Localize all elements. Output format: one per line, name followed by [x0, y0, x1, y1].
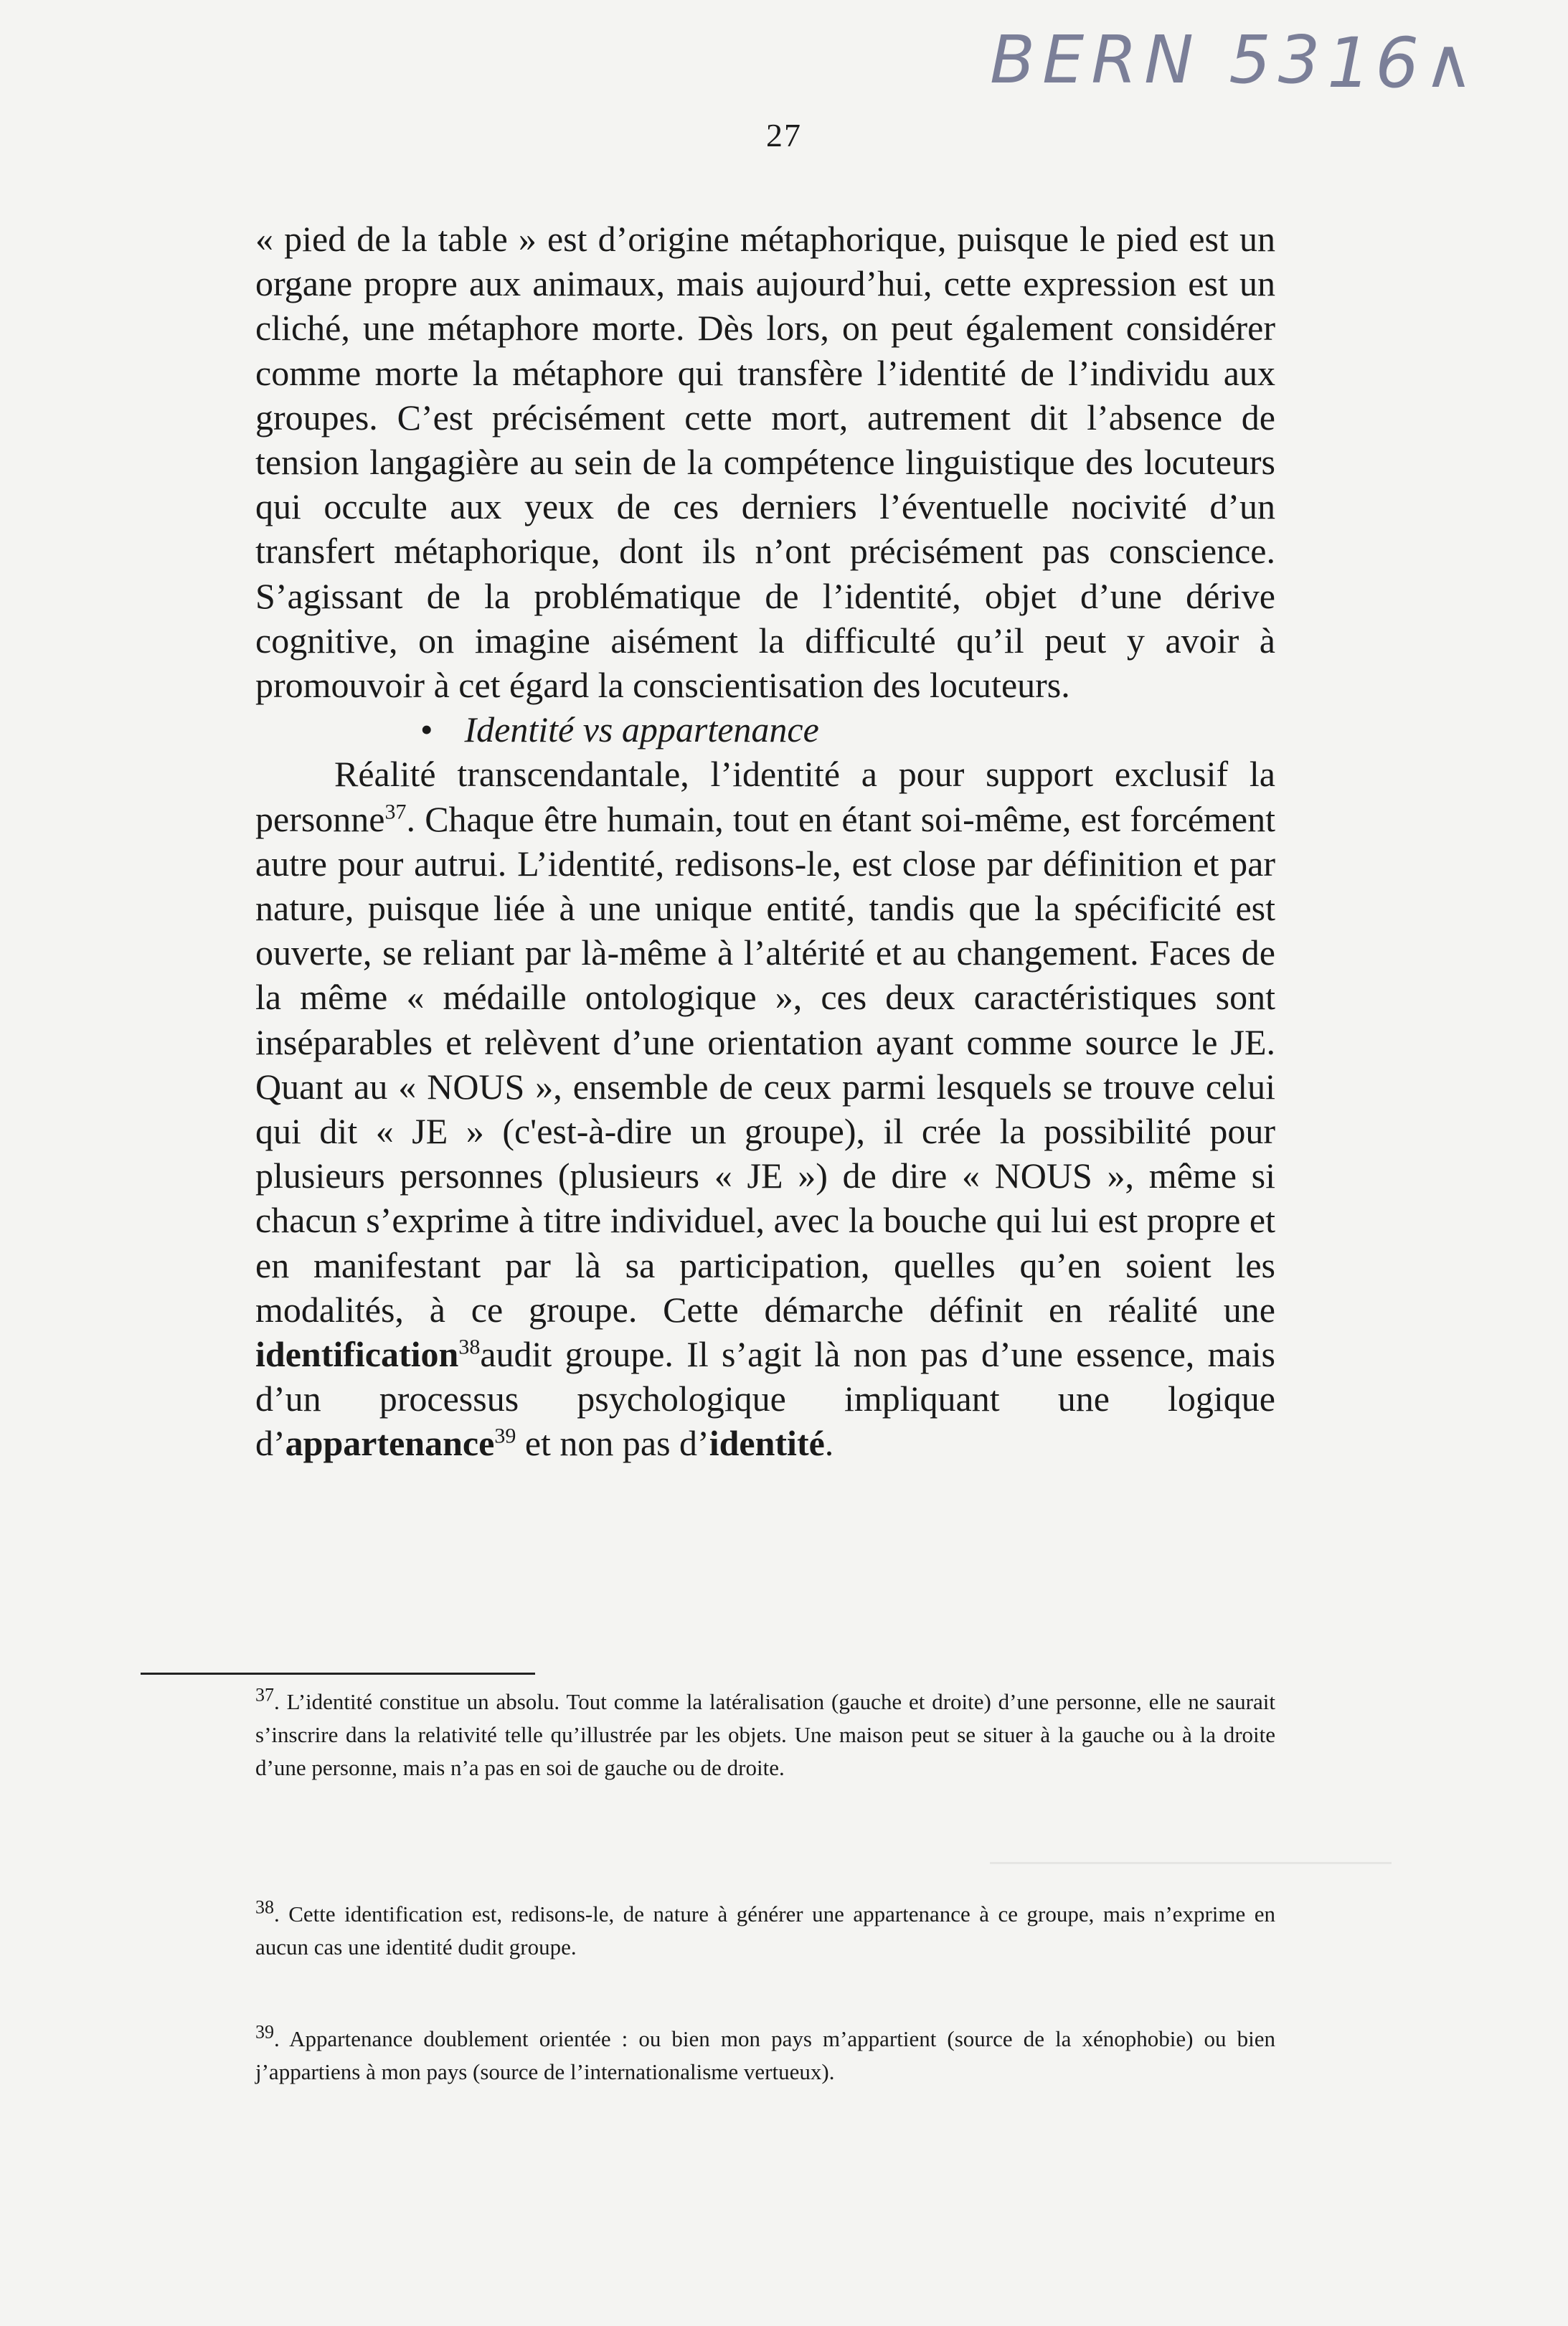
footnote-text: . Cette identification est, redisons-le, de nature à générer une appartenance à ce groupe, mais n’exprime en aucun cas une identité dudit groupe.	[255, 1901, 1275, 1959]
footnote-ref-39: 39	[494, 1424, 516, 1448]
paragraph-2-text-e: .	[824, 1423, 834, 1464]
footnote-text: . Appartenance doublement orientée : ou bien mon pays m’appartient (source de la xénophobie) ou bien j’appartiens à mon pays (source de l’internationalisme vertueux).	[255, 2026, 1275, 2084]
bleed-through-line	[990, 1862, 1392, 1864]
paragraph-2-text-d: et non pas d’	[516, 1423, 709, 1464]
handwritten-folio: 16∧	[1327, 23, 1478, 103]
footnote-number: 38	[255, 1896, 274, 1918]
handwritten-archive-mark	[990, 22, 1506, 108]
footnote-separator	[141, 1673, 535, 1675]
footnote-ref-37: 37	[384, 799, 407, 823]
term-identite: identité	[709, 1423, 825, 1464]
footnote-ref-38: 38	[458, 1335, 481, 1359]
section-heading-title: Identité vs appartenance	[464, 709, 819, 750]
footnote-number: 39	[255, 2021, 274, 2043]
footnote-text: . L’identité constitue un absolu. Tout comme la latéralisation (gauche et droite) d’une personne, elle ne saurait s’inscrire dans la relativité telle qu’illustrée par les objets. Une maison peut se situer à la gauche ou à la droite d’une personne, mais n’a pas en soi de gauche ou de droite.	[255, 1689, 1275, 1780]
paragraph-2-text-a: Réalité transcendantale, l’identité a pour support exclusif la personne	[255, 754, 1275, 839]
page-number: 27	[766, 117, 802, 153]
bullet-icon: •	[420, 709, 433, 750]
paragraph-1: « pied de la table » est d’origine métaphorique, puisque le pied est un organe propre aux animaux, mais aujourd’hui, cette expression est un cliché, une métaphore morte. Dès lors, on peut également considérer comme morte la métaphore qui transfère l’identité de l’individu aux groupes. C’est précisément cette mort, autrement dit l’absence de tension langagière au sein de la compétence linguistique des locuteurs qui occulte aux yeux de ces derniers l’éventuelle nocivité d’un transfert métaphorique, dont ils n’ont précisément pas conscience. S’agissant de la problématique de l’identité, objet d’une dérive cognitive, on imagine aisément la difficulté qu’il peut y avoir à promouvoir à cet égard la conscientisation des locuteurs.	[255, 219, 1275, 706]
handwritten-reference: BERN 53	[990, 22, 1328, 98]
footnote-37	[255, 1686, 1275, 1784]
body-text	[255, 217, 1275, 1466]
term-appartenance: appartenance	[285, 1423, 495, 1464]
term-identification: identification	[255, 1334, 459, 1375]
paragraph-2-text-b: . Chaque être humain, tout en étant soi-même, est forcément autre pour autrui. L’identité, redisons-le, est close par définition et par nature, puisque liée à une unique entité, tandis que la spécificité est ouverte, se reliant par là-même à l’altérité et au changement. Faces de la même « médaille ontologique », ces deux caractéristiques sont inséparables et relèvent d’une orientation ayant comme source le JE. Quant au « NOUS », ensemble de ceux parmi lesquels se trouve celui qui dit « JE » (c'est-à-dire un groupe), il crée la possibilité pour plusieurs personnes (plusieurs « JE ») de dire « NOUS », même si chacun s’exprime à titre individuel, avec la bouche qui lui est propre et en manifestant par là sa participation, quelles qu’en soient les modalités, à ce groupe. Cette démarche définit en réalité une	[255, 798, 1275, 1330]
footnote-39	[255, 2023, 1275, 2089]
paragraph-2	[255, 752, 1275, 1465]
footnote-38	[255, 1898, 1275, 1964]
footnote-number: 37	[255, 1684, 274, 1706]
paragraph-2-text-c: audit groupe. Il s’agit là non pas d’une essence, mais d’un processus psychologique impliquant une logique d’	[255, 1334, 1275, 1464]
section-heading	[255, 707, 1275, 752]
